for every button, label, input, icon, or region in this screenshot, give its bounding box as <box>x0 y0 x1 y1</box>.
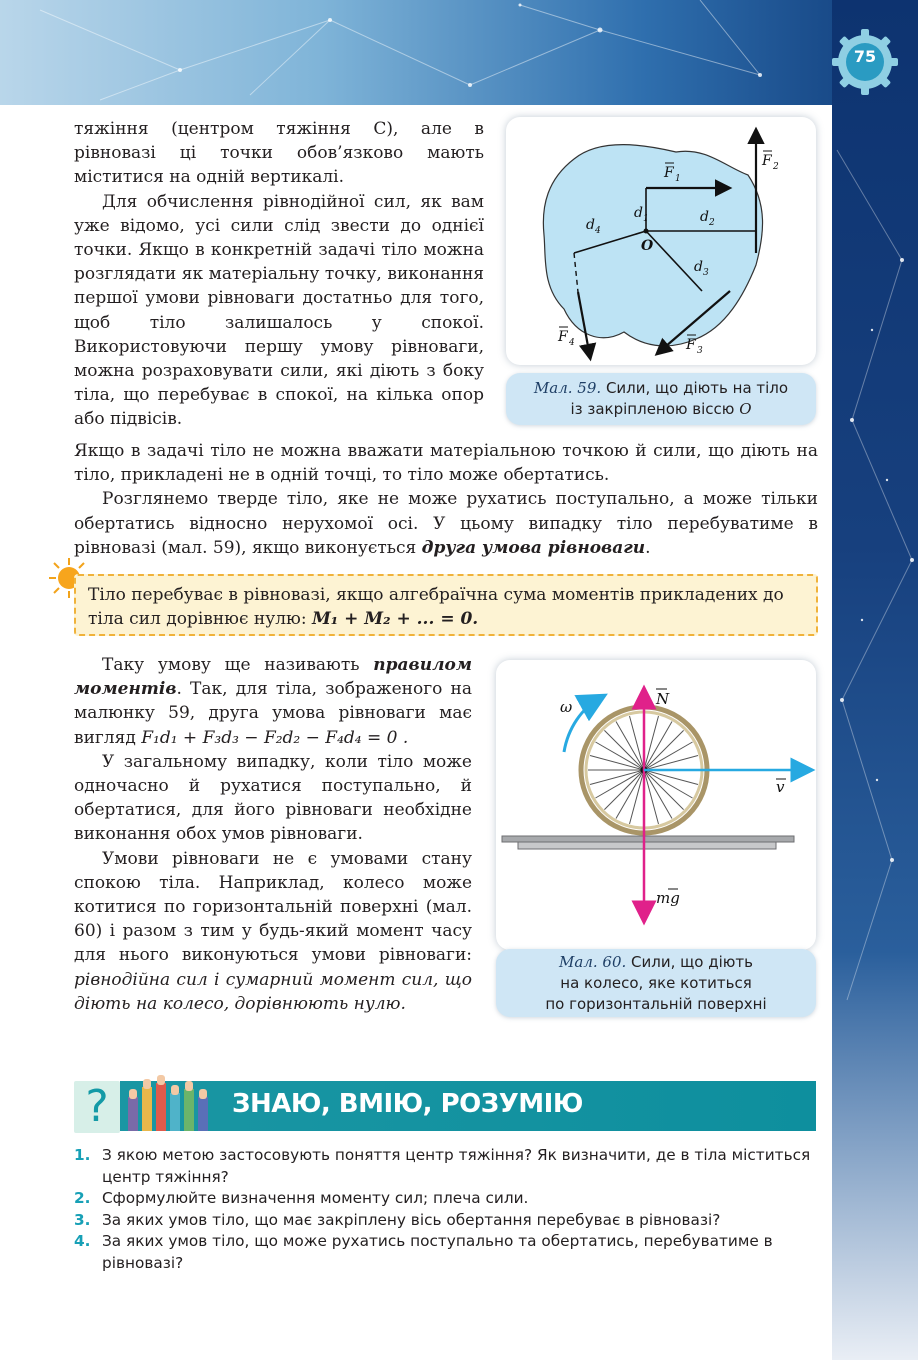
label-f1: F <box>664 165 674 181</box>
caption-text: Сили, що діють <box>631 953 753 971</box>
label-d4-sub: 4 <box>595 226 601 236</box>
question-number: 1. <box>74 1146 91 1164</box>
questions-list <box>74 1145 818 1274</box>
formula-moments: F₁d₁ + F₃d₃ − F₂d₂ − F₄d₄ = 0 . <box>141 727 409 748</box>
network-pattern-icon <box>832 0 918 1360</box>
label-d1-sub: 1 <box>643 214 649 224</box>
figure-60-card <box>496 660 816 950</box>
list-item <box>74 1231 818 1274</box>
label-f2-sub: 2 <box>773 162 779 172</box>
paragraph <box>74 653 472 750</box>
question-text: За яких умов тіло, що має закріплену вісь обертання перебуває в рівновазі? <box>102 1210 721 1229</box>
network-pattern-icon <box>0 0 918 105</box>
paragraph: У загальному випадку, коли тіло може одночасно й рухатися поступально, й обертатися, для його рівноваги необхідне виконання обох умов рівноваги. <box>74 751 472 845</box>
label-f1-sub: 1 <box>675 174 681 184</box>
label-mg: mg <box>656 889 680 907</box>
text-span: Таку умову ще називають <box>102 655 360 675</box>
rule-formula: M₁ + M₂ + ... = 0. <box>311 609 479 629</box>
figure-59-caption <box>506 373 816 425</box>
paragraph: тяжіння (центром тяжіння C), але в рівновазі ці точки обов’язково мають міститися на одній вертикалі. <box>74 119 484 188</box>
caption-label: Мал. 60. <box>559 953 627 971</box>
label-n: N <box>656 690 670 708</box>
label-f4: F <box>558 329 568 345</box>
label-f4-sub: 4 <box>569 338 575 348</box>
text-span: . <box>645 537 651 558</box>
page-number: 75 <box>853 47 877 66</box>
caption-text: із закріпленою віссю <box>570 400 735 418</box>
caption-text: по горизонтальній поверхні <box>545 995 767 1013</box>
label-d3-sub: 3 <box>703 268 709 278</box>
figure-59-card <box>506 117 816 365</box>
label-f3-sub: 3 <box>697 346 703 356</box>
question-number: 2. <box>74 1189 91 1207</box>
text-column-top <box>74 117 484 432</box>
figure-59-diagram <box>506 117 816 365</box>
rule-text: Тіло перебуває в рівновазі, якщо алгебраїчна сума моментів прикладених до тіла сил дорівнює нулю: <box>88 585 784 629</box>
label-d2: d <box>700 209 709 225</box>
text-full-width <box>74 439 818 560</box>
list-item <box>74 1210 818 1232</box>
text-span: . Так, для тіла, зображеного на малюнку 59, друга умова рівноваги має вигляд <box>74 679 472 748</box>
term-second-condition: друга умова рівноваги <box>421 537 646 558</box>
paragraph: Для обчислення рівнодійної сил, як вам уже відомо, усі сили слід звести до однієї точки. Якщо в конкретній задачі тіло можна розглядати як матеріальну точку, виконання першої умови рівноваги достатньо для того, щоб тіло залишалось у спокої. Використовуючи першу умову рівноваги, можна розраховувати сили, які діють з боку тіла, що перебуває в спокої, на кілька опор або підвісів. <box>74 191 484 430</box>
caption-text: на колесо, яке котиться <box>560 974 752 992</box>
label-f3: F <box>686 337 696 353</box>
paragraph <box>74 487 818 560</box>
right-decor-strip <box>832 0 918 1360</box>
figure-60-diagram <box>496 660 816 950</box>
question-text: Сформулюйте визначення моменту сил; плеча сили. <box>102 1189 529 1207</box>
text-span: Умови рівноваги не є умовами стану спокою тіла. Наприклад, колесо може котитися по горизонтальній поверхні (мал. 60) і разом з тим у будь-який момент часу для нього виконуються умови рівноваги: <box>74 848 472 966</box>
paragraph <box>74 847 472 1016</box>
section-title: ЗНАЮ, ВМІЮ, РОЗУМІЮ <box>232 1089 583 1119</box>
figure-60-caption <box>496 949 816 1017</box>
caption-label: Мал. 59. <box>533 379 602 397</box>
rule-box <box>74 574 818 636</box>
text-column-bottom <box>74 653 472 1016</box>
ground-surface <box>502 836 794 842</box>
raised-hands-icon <box>122 1075 222 1133</box>
question-mark-icon: ? <box>85 1081 109 1132</box>
italic-conclusion: рівнодійна сил і сумарний момент сил, що діють на колесо, дорівнюють нулю. <box>74 969 472 1014</box>
label-f2: F <box>762 153 772 169</box>
label-d3: d <box>694 259 703 275</box>
term-moment-rule: правилом моментів <box>74 655 473 700</box>
axis-point-o <box>644 229 649 234</box>
text-span: Розглянемо тверде тіло, яке не може рухатись поступально, а може тільки обертатись відносно нерухомої осі. У цьому випадку тіло перебуватиме в рівновазі (мал. 59), якщо виконується <box>74 489 818 558</box>
caption-axis: O <box>739 400 752 418</box>
question-text: З якою метою застосовують поняття центр тяжіння? Як визначити, де в тіла міститься центр тяжіння? <box>102 1146 811 1186</box>
question-text: За яких умов тіло, що може рухатись поступально та обертатись, перебуватиме в рівновазі? <box>102 1232 773 1272</box>
paragraph: Якщо в задачі тіло не можна вважати матеріальною точкою й сили, що діють на тіло, прикладені не в одній точці, то тіло може обертатись. <box>74 441 818 486</box>
label-o: O <box>641 238 654 254</box>
label-d2-sub: 2 <box>709 218 715 228</box>
list-item <box>74 1145 818 1188</box>
list-item <box>74 1188 818 1210</box>
header-band <box>0 0 918 105</box>
label-omega: ω <box>560 698 573 716</box>
question-number: 4. <box>74 1232 91 1250</box>
question-number: 3. <box>74 1210 91 1229</box>
caption-text: Сили, що діють на тіло <box>605 379 789 397</box>
label-v: v <box>776 778 785 796</box>
label-d1: d <box>634 205 643 221</box>
label-d4: d <box>586 217 595 233</box>
